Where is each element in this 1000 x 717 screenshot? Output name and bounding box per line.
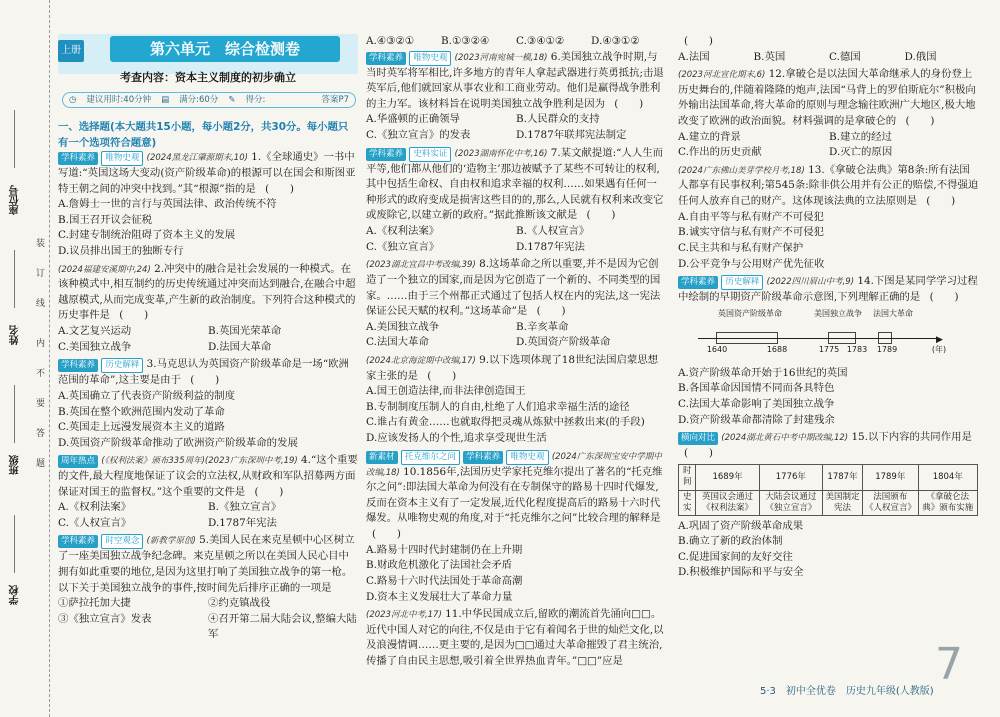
source: (新教学原创)	[146, 536, 196, 547]
badge: 学科素养	[678, 276, 718, 289]
question-stem: 4.“这个重要的文件,最大程度地保证了议会的立法权,从财政和军队招募两方面保证对国王的监督权。”这个重要的文件是	[58, 454, 358, 498]
question-stem: 1.《全球通史》一书中写道:“英国这场大变动(资产阶级革命)的根源可以在国会和斯图亚特王朝之间的冲突中找到。”其“根源”指的是	[58, 151, 356, 195]
option[interactable]: D.1787年宪法	[208, 516, 277, 529]
option[interactable]: C.德国	[829, 50, 861, 63]
answer-blank[interactable]: ( )	[536, 305, 566, 318]
question-8	[366, 257, 666, 351]
table-cell: 1787年	[822, 465, 862, 490]
option[interactable]: A.路易十四时代封建制仍在上升期	[366, 543, 523, 556]
event-item: ③《独立宣言》发表	[58, 612, 152, 625]
arrow-right-icon: ▶	[936, 334, 943, 345]
timeline-event: 美国独立战争	[814, 308, 862, 318]
option[interactable]: D.资产阶级革命都清除了封建残余	[678, 413, 835, 426]
badge: 横向对比	[678, 432, 718, 445]
answer-ref: 答案P7	[321, 94, 349, 105]
source: (2023河南宛城一模,18)	[454, 52, 548, 63]
class-line	[14, 385, 15, 443]
option[interactable]: C.英国走上远漫发展资本主义的道路	[58, 421, 225, 434]
bind-word: 装	[36, 239, 46, 249]
option[interactable]: C.《独立宣言》	[366, 240, 440, 253]
footer: 5·3 初中全优卷 历史九年级(人教版)	[760, 686, 934, 697]
badge: 学科素养	[58, 535, 98, 548]
option[interactable]: B.英国	[753, 50, 786, 63]
clock-icon: ◷	[69, 94, 77, 105]
source: (《权利法案》颁布335周年)(2023广东深圳中考,19)	[101, 456, 298, 467]
option[interactable]: B.各国革命因国情不同而各具特色	[678, 382, 835, 395]
option[interactable]: D.④③①②	[591, 35, 640, 47]
revolution-timeline	[678, 308, 978, 366]
question-7	[366, 146, 666, 256]
source: (2024黑龙江肇源期末,10)	[146, 153, 248, 163]
option[interactable]: C.法国大革命影响了美国独立战争	[678, 397, 835, 410]
table-cell: 美国制定宪法	[822, 490, 862, 515]
source: (2023湖南怀化中考,16)	[454, 148, 548, 159]
binding-strip	[0, 0, 50, 717]
table-cell: 1776年	[759, 465, 822, 490]
question-11-start	[366, 607, 666, 669]
option[interactable]: D.应该发扬人的个性,追求享受现世生活	[366, 432, 547, 445]
option[interactable]: B.英国光荣革命	[208, 325, 282, 338]
question-15	[678, 430, 980, 581]
option[interactable]: A.《权利法案》	[58, 501, 132, 514]
table-cell: 英国议会通过《权利法案》	[696, 490, 759, 515]
answer-blank[interactable]: ( )	[119, 309, 149, 322]
question-stem: 9.以下选项体现了18世纪法国启蒙思想家主张的是	[366, 353, 659, 382]
answer-blank[interactable]: ( )	[905, 115, 935, 128]
source: (2022四川眉山中考,9)	[766, 277, 855, 288]
badge: 时空观念	[101, 534, 143, 549]
question-5	[58, 533, 358, 643]
question-stem: 12.拿破仑是以法国大革命继承人的身份登上历史舞台的,伴随着隆隆的炮声,法国“马背上的罗伯斯庇尔”积极向外输出法国革命,将大革命的原则与理念输往欧洲广大地区,极大地改变了欧洲的政治面貌。材料强调的是拿破仑的	[678, 68, 976, 128]
option[interactable]: D.1787年宪法	[516, 240, 585, 253]
question-stem: 8.这场革命之所以重要,并不是因为它创造了一个独立的国家,而是因为它创造了一个新的、不同类型的国家。……由于三个州都正式通过了包括人权在内的宪法,这一宪法保证公民天赋的权利。”这场革命”是	[366, 258, 661, 318]
table-cell: 1689年	[696, 465, 759, 490]
option[interactable]: B.辛亥革命	[516, 320, 569, 333]
option[interactable]: A.詹姆士一世的言行与英国法律、政治传统不符	[58, 198, 277, 211]
option[interactable]: A.资产阶级革命开始于16世纪的英国	[678, 366, 848, 379]
page-number: 7	[935, 639, 963, 690]
badge: 周年热点	[58, 455, 98, 468]
question-stem: 5.美国人民在来克星顿中心区树立了一座美国独立战争纪念碑。来克星顿之所以在美国人民心目中拥有如此重要的地位,是因为这里打响了美国独立战争的第一枪。以下关于美国独立战争的事件,按时间先后排序正确的一项是	[58, 534, 355, 594]
question-2	[58, 262, 358, 356]
option[interactable]: B.国王召开议会征税	[58, 213, 153, 226]
option[interactable]: D.议员排出国王的独断专行	[58, 245, 184, 258]
table-cell: 史实	[679, 490, 696, 515]
option[interactable]: D.1787年联邦宪法制定	[516, 129, 627, 142]
option[interactable]: C.法国大革命	[366, 336, 429, 349]
pen-icon: ✎	[228, 94, 236, 105]
question-11-end	[678, 34, 980, 65]
option[interactable]: C.《人权宣言》	[58, 516, 132, 529]
badge: 唯物史观	[409, 51, 451, 66]
option[interactable]: A.自由平等与私有财产不可侵犯	[678, 210, 824, 223]
column-1	[58, 150, 358, 645]
bind-word: 答	[36, 429, 46, 439]
table-cell: 大陆会议通过《独立宣言》	[759, 490, 822, 515]
option[interactable]: B.英国在整个欧洲范围内发动了革命	[58, 405, 225, 418]
source: (2023湖北宜昌中考改编,39)	[366, 260, 476, 271]
event-item: ②约克镇战役	[208, 597, 271, 610]
timeline-year: 1783	[846, 344, 868, 354]
option[interactable]: B.专制制度压制人的自由,杜绝了人们追求幸福生活的途径	[366, 400, 630, 413]
option[interactable]: A.英国确立了代表资产阶级利益的制度	[58, 389, 236, 402]
bind-word: 题	[36, 459, 46, 469]
badge: 史料实证	[409, 147, 451, 162]
badge: 学科素养	[58, 152, 98, 165]
option[interactable]: D.英国资产阶级革命推动了欧洲资产阶级革命的发展	[58, 436, 298, 449]
option[interactable]: A.④③②①	[366, 35, 415, 47]
option[interactable]: D.积极维护国际和平与安全	[678, 566, 804, 579]
timeline-event: 英国资产阶级革命	[718, 308, 782, 318]
school-line	[14, 515, 15, 573]
answer-blank[interactable]: ( )	[372, 528, 401, 541]
option[interactable]: A.法国	[678, 50, 710, 63]
answer-blank[interactable]: ( )	[684, 35, 713, 47]
option[interactable]: C.《独立宣言》的发表	[366, 129, 471, 142]
question-stem: 3.马克思认为英国资产阶级革命是一场“欧洲范围的革命”,这主要是由于	[58, 358, 349, 387]
option[interactable]: A.华盛顿的正确领导	[366, 113, 460, 126]
option[interactable]: A.《权利法案》	[366, 225, 440, 238]
history-table	[678, 464, 978, 515]
badge: 托克维尔之问	[401, 450, 460, 465]
timeline-year: 1775	[818, 344, 840, 354]
question-10	[366, 449, 666, 605]
answer-blank[interactable]: ( )	[586, 209, 616, 222]
badge: 历史解释	[101, 358, 143, 373]
option[interactable]: B.人民群众的支持	[516, 113, 600, 126]
timeline-year: 1789	[876, 344, 898, 354]
question-3	[58, 357, 358, 451]
question-4	[58, 453, 358, 531]
option[interactable]: C.封建专制统治阻碍了资本主义的发展	[58, 229, 236, 242]
table-cell: 1789年	[863, 465, 919, 490]
source: (2023河北中考,17)	[366, 610, 442, 621]
option[interactable]: B.①③②④	[441, 35, 490, 47]
class-label: 班级	[10, 455, 21, 475]
answer-blank[interactable]: ( )	[254, 485, 284, 498]
question-9	[366, 353, 666, 447]
page-subtitle: 考查内容：资本主义制度的初步确立	[120, 71, 296, 84]
table-cell: 1804年	[918, 465, 977, 490]
option[interactable]: B.确立了新的政治体制	[678, 535, 783, 548]
question-13	[678, 163, 980, 272]
badge: 学科素养	[58, 359, 98, 372]
name-label: 姓名	[10, 325, 21, 345]
bind-word: 要	[36, 399, 46, 409]
answer-blank[interactable]: ( )	[929, 291, 959, 304]
seat-line	[14, 110, 15, 168]
badge: 唯物史观	[101, 151, 143, 166]
source: (2024北京海淀期中改编,17)	[366, 355, 476, 366]
question-1	[58, 150, 358, 260]
answer-blank[interactable]: ( )	[614, 97, 644, 110]
bind-word: 不	[36, 369, 46, 379]
option[interactable]: A.美国独立战争	[366, 320, 440, 333]
seat-label: 座位号	[10, 185, 21, 215]
option[interactable]: C.作出的历史贡献	[678, 146, 762, 159]
question-14	[678, 274, 980, 428]
option[interactable]: C.谁占有黄金……也就取得把灵魂从炼狱中拯救出来(的手段)	[366, 416, 645, 429]
option[interactable]: A.建立的背景	[678, 130, 741, 143]
timeline-year: 1640	[706, 344, 728, 354]
option[interactable]: C.③④①②	[516, 35, 565, 47]
answer-blank[interactable]: ( )	[684, 446, 713, 459]
got-text: 得分:	[245, 94, 266, 105]
option[interactable]: B.诚实守信与私有财产不可侵犯	[678, 226, 825, 239]
option[interactable]: D.英国资产阶级革命	[516, 336, 611, 349]
badge: 唯物史观	[506, 450, 548, 465]
badge: 新素材	[366, 451, 398, 464]
question-stem: 7.某文献提道:“人人生而平等,他们都从他们的‘造物主’那边被赋予了某些不可转让的权利,其中包括生命权、自由权和追求幸福的权利……如果遇有任何一种形式的政府变成是损害这些目的的,那么,人民就有权利来改变它或废除它,以建立新的政府。”据此推断该文献是	[366, 146, 664, 222]
event-item: ④召开第二届大陆会议,整编大陆军	[208, 612, 357, 641]
timeline-event: 法国大革命	[873, 308, 913, 318]
option[interactable]: C.民主共和与私有财产保护	[678, 241, 804, 254]
volume-tag: 上册	[58, 40, 84, 62]
option[interactable]: A.文艺复兴运动	[58, 325, 132, 338]
option[interactable]: D.灭亡的原因	[829, 146, 893, 159]
school-label: 学校	[10, 585, 21, 605]
section-heading: 一、选择题(本大题共15小题，每小题2分，共30分。每小题只有一个选项符合题意)	[58, 121, 349, 149]
source: (2024广东深圳宝安中学期中改编,18)	[366, 451, 662, 478]
question-stem: 2.冲突中的融合是社会发展的一种模式。在该种模式中,相互制约的历史传统通过冲突而达到融合,在融合中超越原模式,从而完成变革,产生新的政治制度。下列符合这种模式的历史事件是	[58, 262, 356, 322]
timeline-year: 1688	[766, 344, 788, 354]
question-stem: 6.美国独立战争时期,与当时英军将军相比,许多地方的青年人拿起武器进行英勇抵抗;击退英军后,他们就回家从事农业和工商业劳动。他们是赢得战争胜利的主力军。该材料旨在说明美国独立战争胜利是因为	[366, 50, 664, 110]
table-row	[679, 465, 978, 490]
source: (2023河北宣化期末,6)	[678, 70, 766, 81]
bind-word: 线	[36, 299, 46, 309]
name-line	[14, 250, 15, 308]
event-item: ①萨拉托加大捷	[58, 597, 131, 610]
question-6	[366, 50, 666, 144]
answer-blank[interactable]: ( )	[265, 182, 294, 195]
timeline-axis	[698, 338, 938, 339]
option[interactable]: A.国王创造法律,而非法律创造国王	[366, 385, 526, 398]
bind-word: 订	[36, 269, 46, 279]
meta-bar	[62, 92, 356, 108]
table-cell: 时间	[679, 465, 696, 490]
question-12	[678, 67, 980, 161]
badge: 学科素养	[366, 52, 406, 65]
option[interactable]: A.巩固了资产阶级革命成果	[678, 519, 804, 532]
option[interactable]: B.《人权宣言》	[516, 225, 590, 238]
page-title: 第六单元 综合检测卷	[110, 36, 340, 62]
score-text: 满分:60分	[179, 94, 219, 105]
question-stem: 14.下图是某同学学习过程中绘制的早期资产阶级革命示意图,下列理解正确的是	[678, 275, 978, 304]
option[interactable]: B.《独立宣言》	[208, 501, 282, 514]
question-stem: 13.《拿破仑法典》第8条:所有法国人都享有民事权利;第545条:除非供公用并有公正的赔偿,不得强迫任何人放弃自己的财产。这体现该法典的立法原则是	[678, 163, 979, 208]
column-3	[678, 34, 980, 583]
option[interactable]: D.俄国	[904, 50, 937, 63]
option[interactable]: B.财政危机激化了法国社会矛盾	[366, 559, 513, 572]
table-cell: 《拿破仑法典》颁布实施	[918, 490, 977, 515]
table-cell: 法国颁布《人权宣言》	[863, 490, 919, 515]
question-stem: 15.以下内容的共同作用是	[851, 431, 972, 444]
option[interactable]: D.法国大革命	[208, 340, 272, 353]
option[interactable]: D.公平竞争与公用财产优先征收	[678, 257, 825, 270]
source: (2024湖北黄石中考中期改编,12)	[721, 433, 849, 444]
option[interactable]: D.资本主义发展壮大了革命力量	[366, 590, 513, 603]
source: (2024广东佛山美芽学校月考,18)	[678, 165, 805, 176]
answer-blank[interactable]: ( )	[427, 369, 457, 382]
timeline-unit: (年)	[931, 344, 947, 354]
option[interactable]: C.美国独立战争	[58, 340, 132, 353]
option[interactable]: C.促进国家间的友好交往	[678, 550, 793, 563]
question-stem: 11.中华民国成立后,留欧的潮流首先涌向□□。近代中国人对它的向往,不仅是由于它有着闻名于世的灿烂文化,以及浪漫情调……更主要的,是因为□□通过大革命摧毁了君主统治,传播了自由民主思想,吸引着全世界热血青年。”□□”应是	[366, 608, 664, 667]
source: (2024福建安溪期中,24)	[58, 264, 151, 275]
time-text: 建议用时:40分钟	[86, 94, 152, 105]
badge: 学科素养	[463, 451, 503, 464]
question-stem: 10.1856年,法国历史学家托克维尔提出了著名的“托克维尔之问”:即法国大革命为何没有在专制保守的路易十四时代爆发,反而在资本主义有了一定发展,近代化程度提高后的路易十六时代爆发。从唯物史观的角度,对于“托克维尔之问”比较合理的解释是	[366, 465, 663, 525]
score-icon: ▤	[161, 94, 170, 105]
bind-word: 内	[36, 339, 46, 349]
option[interactable]: C.路易十六时代法国处于革命高潮	[366, 574, 523, 587]
answer-blank[interactable]: ( )	[926, 195, 956, 208]
table-row	[679, 490, 978, 515]
answer-blank[interactable]: ( )	[190, 374, 220, 387]
column-2	[366, 34, 666, 672]
badge: 学科素养	[366, 148, 406, 161]
badge: 历史解释	[721, 275, 763, 290]
option[interactable]: B.建立的经过	[829, 130, 892, 143]
